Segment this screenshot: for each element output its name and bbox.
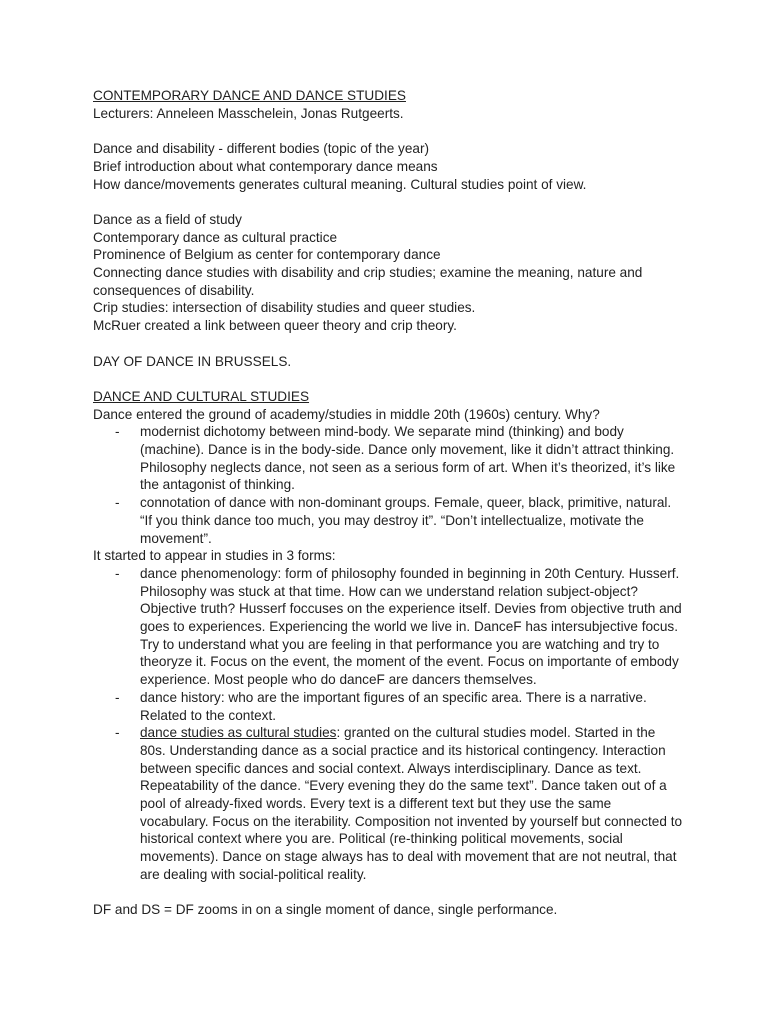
forms-intro: It started to appear in studies in 3 forms: [93, 548, 336, 564]
blank-line [93, 884, 683, 902]
bullet-dash: - [115, 689, 120, 705]
lecturers-line: Lecturers: Anneleen Masschelein, Jonas Rutgeerts. [93, 105, 404, 121]
field-line: Contemporary dance as cultural practice [93, 229, 338, 245]
section-intro: Dance entered the ground of academy/studies in middle 20th (1960s) century. Why? [93, 406, 600, 422]
field-line: Connecting dance studies with disability and crip studies; examine the meaning, nature and [93, 265, 643, 280]
field-line: Crip studies: intersection of disability studies and queer studies. [93, 300, 476, 316]
field-line: Dance as a field of study [93, 211, 242, 227]
field-line: McRuer created a link between queer theory and crip theory. [93, 318, 457, 334]
underlined-phrase: dance studies as cultural studies [140, 725, 337, 741]
list-item-text: dance history: who are the important figures of an specific area. There is a narrative. Related to the context. [140, 689, 647, 723]
list-item [93, 494, 683, 547]
list-item [93, 423, 683, 494]
blank-line [93, 335, 683, 353]
intro-line: How dance/movements generates cultural meaning. Cultural studies point of view. [93, 176, 587, 192]
field-line: consequences of disability. [93, 282, 255, 298]
day-of-dance-line: DAY OF DANCE IN BRUSSELS. [93, 353, 292, 369]
list-item [93, 724, 683, 883]
list-item-text: modernist dichotomy between mind-body. We separate mind (thinking) and body (machine). Dance is in the body-side. Dance only movement, like it didn’t attract thinking. Philosophy neglects dance, not seen as a serious form of art. When it’s theorized, it’s like the antagonist of thinking. [140, 424, 676, 493]
bullet-dash: - [115, 424, 120, 440]
bullet-dash: - [115, 495, 120, 511]
list-item-text: connotation of dance with non-dominant groups. Female, queer, black, primitive, natural. “If you think dance too much, you may destroy it”. “Don’t intellectualize, motivate the movement”. [140, 495, 672, 546]
document-body [93, 87, 683, 919]
list-item-text [140, 724, 683, 883]
field-line: Prominence of Belgium as center for contemporary dance [93, 247, 441, 263]
bullet-dash: - [115, 565, 120, 581]
blank-line [93, 122, 683, 140]
intro-line: Brief introduction about what contemporary dance means [93, 158, 438, 174]
bullet-dash: - [115, 725, 120, 741]
blank-line [93, 370, 683, 388]
section-heading: DANCE AND CULTURAL STUDIES [93, 388, 310, 404]
closing-line: DF and DS = DF zooms in on a single moment of dance, single performance. [93, 902, 558, 918]
list-item [93, 565, 683, 689]
list-item [93, 689, 683, 724]
list-item-text-rest: : granted on the cultural studies model. Started in the 80s. Understanding dance as a social practice and its historical contingency. Interaction between specific dances and social context. Always interdisciplinary. Dance as text. Repeatability of the dance. “Every evening they do the same text”. Dance taken out of a pool of already-fixed words. Every text is a different text but they use the same vocabulary. Focus on the iterability. Composition not invented by yourself but connected to historical context where you are. Political (re-thinking political movements, social movements). Dance on stage always has to deal with movement that are not neutral, that are dealing with social-political reality. [140, 725, 683, 882]
blank-line [93, 193, 683, 211]
document-title: CONTEMPORARY DANCE AND DANCE STUDIES [93, 88, 406, 103]
list-item-text: dance phenomenology: form of philosophy founded in beginning in 20th Century. Husserf. Philosophy was stuck at that time. How can we understand relation subject-object? Objective truth? Husserf foccuses on the experience itself. Devies from objective truth and goes to experiences. Experiencing the world we live in. DanceF has intersubjective focus. Try to understand what you are feeling in that performance you are watching and try to theoryze it. Focus on the event, the moment of the event. Focus on importante of embody experience. Most people who do danceF are dancers themselves. [140, 565, 682, 688]
intro-line: Dance and disability - different bodies (topic of the year) [93, 141, 430, 157]
